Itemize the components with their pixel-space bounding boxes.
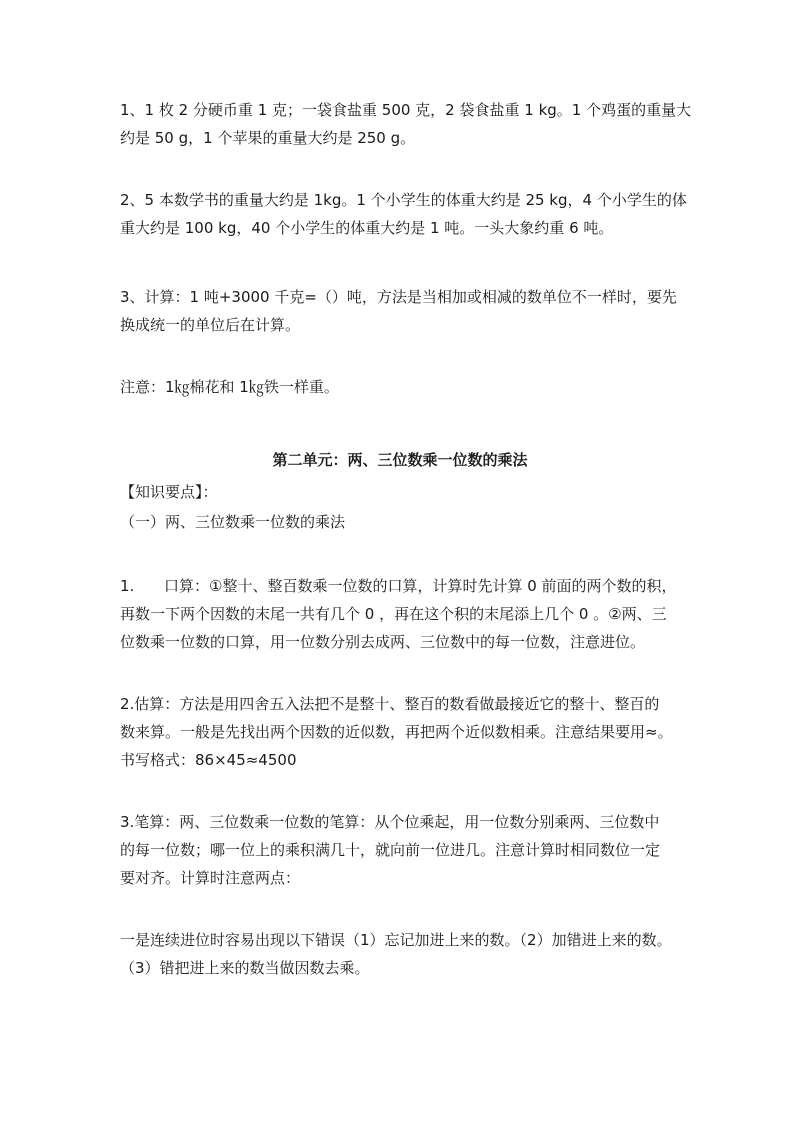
note-text: 注意：1㎏棉花和 1㎏铁一样重。 xyxy=(120,378,339,396)
text-line: （3）错把进上来的数当做因数去乘。 xyxy=(120,959,370,977)
text-line: 再数一下两个因数的末尾一共有几个 0 ，再在这个积的末尾添上几个 0 。②两、三 xyxy=(120,605,667,623)
paragraph-written-calculation xyxy=(120,808,690,892)
text-line: 一是连续进位时容易出现以下错误（1）忘记加进上来的数。（2）加错进上来的数。 xyxy=(120,931,672,949)
sub-heading: （一）两、三位数乘一位数的乘法 xyxy=(120,513,346,531)
text-line: 位数乘一位数的口算，用一位数分别去成两、三位数中的每一位数，注意进位。 xyxy=(120,633,646,651)
text-line: 的每一位数；哪一位上的乘积满几十，就向前一位进几。注意计算时相同数位一定 xyxy=(120,841,661,859)
paragraph-unit-calculation xyxy=(120,283,690,339)
text-line: 1、1 枚 2 分硬币重 1 克；一袋食盐重 500 克，2 袋食盐重 1 kg。1 个鸡蛋的重量大 xyxy=(120,101,692,119)
key-points-label: 【知识要点】： xyxy=(120,483,218,501)
text-line: 书写格式：86×45≈4500 xyxy=(120,751,297,769)
paragraph-estimation xyxy=(120,690,690,774)
text-line: 3.笔算：两、三位数乘一位数的笔算：从个位乘起，用一位数分别乘两、三位数中 xyxy=(120,813,660,831)
text-line: 2、5 本数学书的重量大约是 1kg。1 个小学生的体重大约是 25 kg，4 个小学生的体 xyxy=(120,191,687,209)
unit-heading: 第二单元：两、三位数乘一位数的乘法 xyxy=(272,451,528,469)
paragraph-mental-math xyxy=(120,572,690,656)
text-line: 2.估算：方法是用四舍五入法把不是整十、整百的数看做最接近它的整十、整百的 xyxy=(120,695,660,713)
text-line: 3、计算：1 吨+3000 千克=（）吨，方法是当相加或相减的数单位不一样时，要先 xyxy=(120,288,677,306)
text-line: 数来算。一般是先找出两个因数的近似数，再把两个近似数相乘。注意结果要用≈。 xyxy=(120,723,673,741)
text-line: 约是 50 g，1 个苹果的重量大约是 250 g。 xyxy=(120,129,416,147)
paragraph-note xyxy=(120,373,690,401)
paragraph-body-weight xyxy=(120,186,690,242)
paragraph-coin-salt-weight xyxy=(120,96,690,152)
paragraph-common-errors xyxy=(120,926,690,982)
text-line: 1. 口算：①整十、整百数乘一位数的口算，计算时先计算 0 前面的两个数的积， xyxy=(120,572,690,600)
text-line: 要对齐。计算时注意两点： xyxy=(120,869,301,887)
item-number: 1. xyxy=(120,577,135,595)
text-line: 换成统一的单位后在计算。 xyxy=(120,316,301,334)
text-line: 重大约是 100 kg，40 个小学生的体重大约是 1 吨。一头大象约重 6 吨。 xyxy=(120,219,614,237)
